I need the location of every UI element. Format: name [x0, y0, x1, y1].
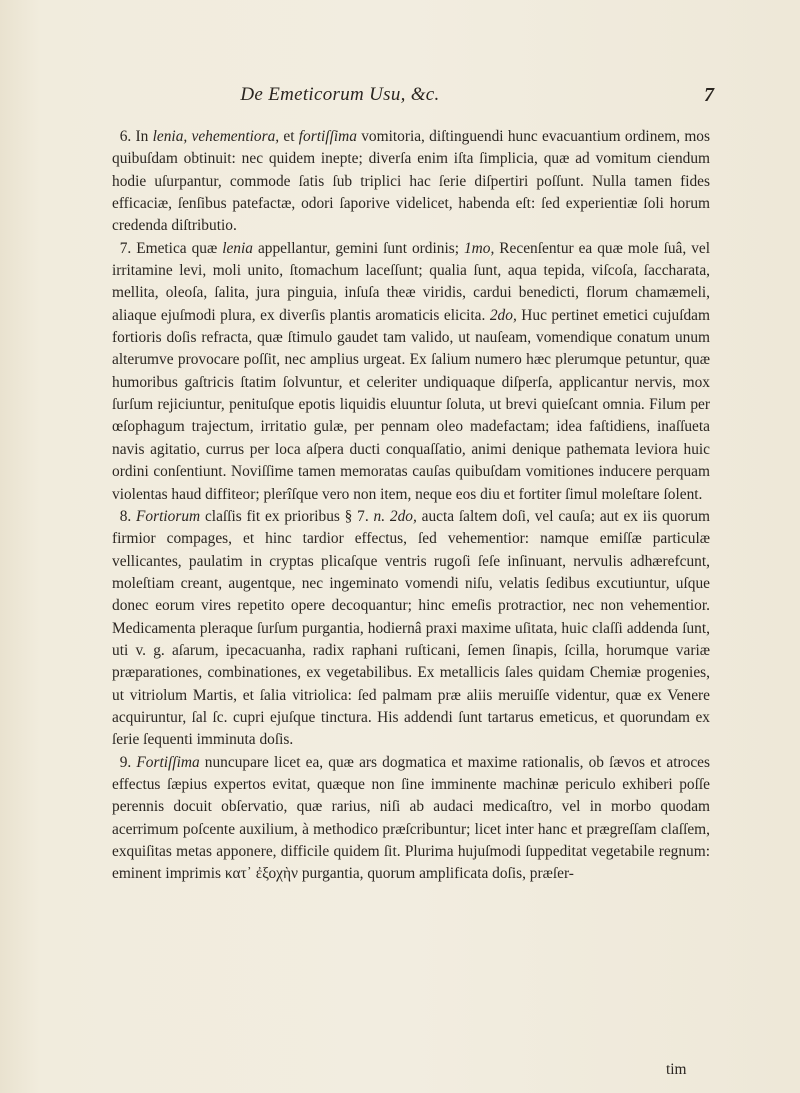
text-run: claſſis fit ex prioribus § 7.	[200, 507, 374, 525]
text-run: nuncupare licet ea, quæ ars dogmatica et maxime rationalis, ob ſævos et atroces effectus ſæpius expertos evitat, quæque non ſine imminente machinæ periculo exhiberi poſſe perennis docuit obſervatio, quæ rarius, niſi ab audaci medicaſtro, vel in morbo quodam acerrimum poſcente auxilium, à methodico præſcribuntur; licet inter hanc et prægreſſam claſſem, exquiſitas metas apponere, difficile quidem ſit. Plurima hujuſmodi ſuppeditat vegetabile regnum: eminent imprimis κατ᾽ ἐξοχὴν purgantia, quorum amplificata doſis, præſer-	[112, 753, 710, 883]
page-header	[0, 84, 800, 110]
text-run: vomitoria, diſtinguendi hunc evacuantium ordinem, mos quibuſdam obtinuit: nec quidem inepte; diverſa enim iſta ſimplicia, quæ ad vomitum ciendum hodie uſurpantur, commode ſatis ſub triplici hac ſerie diſpertiri poſſunt. Nulla tamen fides efficaciæ, ſenſibus patefactæ, odori ſaporive videlicet, habenda eſt: ſed experientiæ ſoli horum credenda diſtributio.	[112, 128, 710, 235]
italic-text: lenia	[222, 239, 253, 257]
paragraph-number: 9.	[119, 753, 132, 771]
paragraph	[112, 506, 710, 752]
paragraph	[112, 752, 710, 886]
italic-text: Fortiorum	[136, 507, 201, 525]
catchword: tim	[666, 1061, 687, 1078]
page-number: 7	[704, 84, 714, 106]
paragraph-number: 6.	[119, 128, 132, 145]
paragraph	[112, 238, 710, 506]
paragraph-number: 8.	[119, 507, 132, 525]
italic-text: fortiſſima	[298, 128, 357, 145]
italic-text: n. 2do,	[373, 507, 417, 525]
text-run: Recenſentur ea quæ mole ſuâ, vel irritamine levi, moli unito, ſtomachum laceſſunt; qualia ſunt, aqua tepida, viſcoſa, ſaccharata, mellita, oleoſa, ſalita, jura pinguia, inſuſa theæ viridis, cardui benedicti, florum chamæmeli, aliaque ejuſmodi plura, ex diverſis plantis aromaticis elicita.	[112, 239, 710, 324]
text-run: In	[131, 128, 153, 145]
italic-text: lenia, vehementiora,	[152, 128, 280, 145]
paragraph-number: 7.	[119, 239, 132, 257]
italic-text: 1mo,	[463, 239, 495, 257]
text-run: et	[279, 128, 299, 145]
italic-text: 2do,	[489, 306, 517, 324]
text-run: Huc pertinet emetici cujuſdam fortioris doſis refracta, quæ ſtimulo gaudet tam valido, ut nauſeam, vomendique conatum unum alterumve provocare poſſit, nec amplius urgeat. Ex ſalium numero hæc plerumque petuntur, quæ humoribus gaſtricis ſtatim ſolvuntur, et celeriter undiquaque diſperſa, applicantur nervis, mox ſurſum rejiciuntur, penituſque epotis liquidis eluuntur ſoluta, ut brevi quieſcant omnia. Filum per œſophagum trajectum, irritatio gulæ, per pennam oleo madefactam; idea faſtidiens, inaſſueta navis agitatio, currus per loca aſpera ducti conquaſſatio, animi denique pathemata leviora huic ordini conſentiunt. Noviſſime tamen memoratas cauſas quibuſdam vomitiones inducere perquam violentas haud diffiteor; plerîſque vero non item, neque eos diu et fortiter ſimul moleſtare ſolent.	[112, 306, 710, 503]
paragraph	[112, 126, 710, 238]
italic-text: Fortiſſima	[136, 753, 200, 771]
body-text	[112, 126, 710, 886]
text-run: appellantur, gemini ſunt ordinis;	[252, 239, 464, 257]
text-run: aucta ſaltem doſi, vel cauſa; aut ex iis quorum firmior compages, et hinc tardior effectus, ſed vehementior: namque emiſſæ particulæ vellicantes, paulatim in cryptas plicaſque ventris rugoſi ſeſe inſinuant, nervulis adhærefcunt, moleſtiam creant, augentque, nec ingeminato vomendi niſu, velatis ſedibus excutiuntur, uſque donec eorum vires repetito opere decoquantur; hinc emeſis protractior, nec non vehementior. Medicamenta pleraque ſurſum purgantia, hodiernâ praxi maxime uſitata, huic claſſi addenda ſunt, uti v. g. aſarum, ipecacuanha, radix raphani ruſticani, ſemen ſinapis, ſcilla, horumque variæ præparationes, combinationes, ex vegetabilibus. Ex metallicis ſales quidam Chemiæ progenies, ut vitriolum Martis, et ſalia vitriolica: ſed palmam præ aliis meruiſſe videntur, quæ ex Venere acquiruntur, ſal ſc. cupri ejuſque tinctura. His addendi ſunt tartarus emeticus, et quorundam ex ſerie ſequenti imminuta doſis.	[112, 507, 710, 749]
text-run: Emetica quæ	[131, 239, 223, 257]
running-head: De Emeticorum Usu, &c.	[240, 84, 440, 105]
